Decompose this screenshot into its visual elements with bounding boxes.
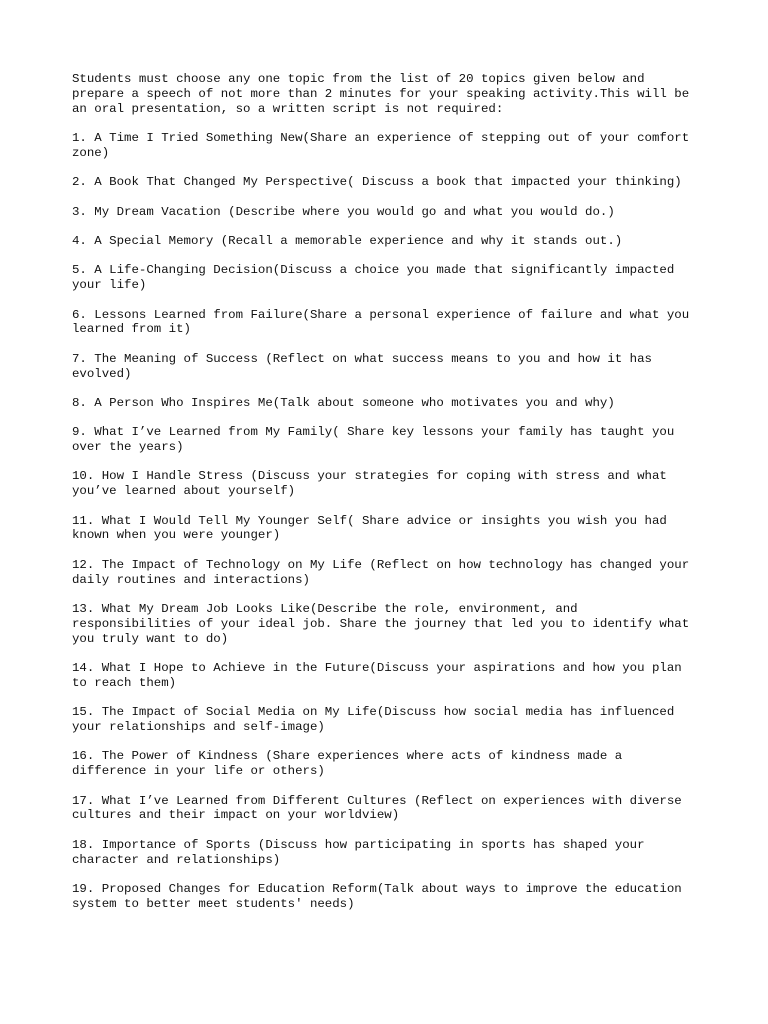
topic-item-9: 9. What I’ve Learned from My Family( Share key lessons your family has taught you over the years) [72, 425, 675, 455]
topic-item-18: 18. Importance of Sports (Discuss how participating in sports has shaped your character and relationships) [72, 837, 645, 867]
topic-item-12: 12. The Impact of Technology on My Life (Reflect on how technology has changed your daily routines and interactions) [72, 557, 690, 587]
topic-item-4: 4. A Special Memory (Recall a memorable experience and why it stands out.) [72, 233, 623, 248]
topic-item-13: 13. What My Dream Job Looks Like(Describe the role, environment, and responsibilities of your ideal job. Share the journey that led you to identify what you truly want to do) [72, 602, 690, 646]
topic-item-15: 15. The Impact of Social Media on My Life(Discuss how social media has influenced your relationships and self-image) [72, 705, 675, 735]
document-body [72, 72, 702, 926]
topic-item-19: 19. Proposed Changes for Education Reform(Talk about ways to improve the education system to better meet students' needs) [72, 881, 682, 911]
instructions-paragraph: Students must choose any one topic from the list of 20 topics given below and prepare a speech of not more than 2 minutes for your speaking activity.This will be an oral presentation, so a written script is not required: [72, 72, 690, 116]
topic-item-7: 7. The Meaning of Success (Reflect on what success means to you and how it has evolved) [72, 351, 652, 381]
topic-item-11: 11. What I Would Tell My Younger Self( Share advice or insights you wish you had known when you were younger) [72, 513, 667, 543]
topic-item-2: 2. A Book That Changed My Perspective( Discuss a book that impacted your thinking) [72, 175, 682, 190]
topic-item-8: 8. A Person Who Inspires Me(Talk about someone who motivates you and why) [72, 395, 615, 410]
topic-item-1: 1. A Time I Tried Something New(Share an experience of stepping out of your comfort zone) [72, 130, 690, 160]
topic-item-16: 16. The Power of Kindness (Share experiences where acts of kindness made a difference in your life or others) [72, 749, 623, 779]
topic-item-5: 5. A Life-Changing Decision(Discuss a choice you made that significantly impacted your life) [72, 263, 675, 293]
topic-item-14: 14. What I Hope to Achieve in the Future(Discuss your aspirations and how you plan to reach them) [72, 661, 682, 690]
topic-item-6: 6. Lessons Learned from Failure(Share a personal experience of failure and what you learned from it) [72, 307, 690, 337]
topic-item-3: 3. My Dream Vacation (Describe where you would go and what you would do.) [72, 204, 615, 219]
topic-item-10: 10. How I Handle Stress (Discuss your strategies for coping with stress and what you’ve learned about yourself) [72, 469, 667, 499]
topic-item-17: 17. What I’ve Learned from Different Cultures (Reflect on experiences with diverse cultures and their impact on your worldview) [72, 793, 682, 823]
